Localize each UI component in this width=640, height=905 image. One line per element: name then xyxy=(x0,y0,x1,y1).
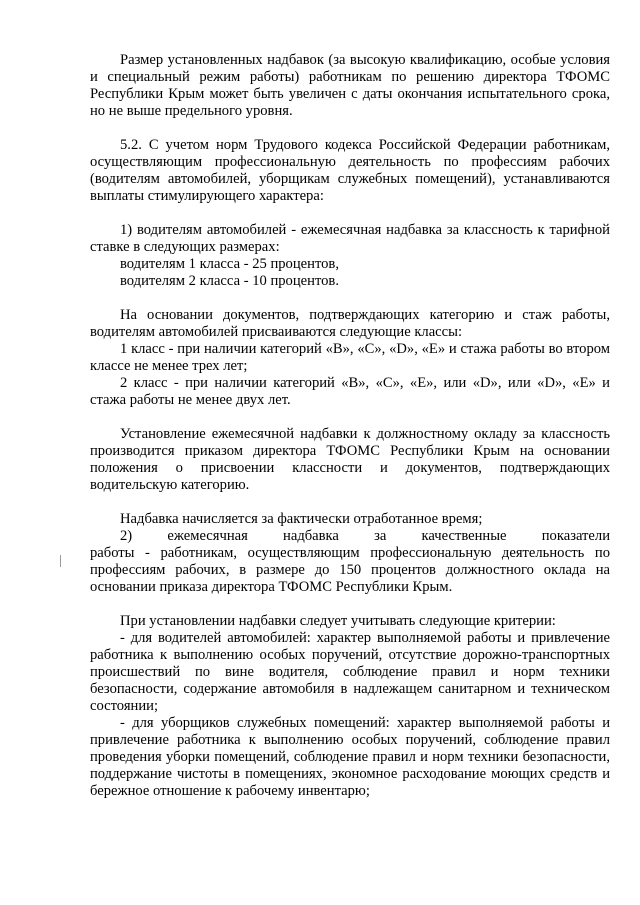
word: надбавка xyxy=(283,528,339,544)
word: качественные xyxy=(421,528,507,544)
paragraph-allowance-order: Установление ежемесячной надбавки к должностному окладу за классность производится приказом директора ТФОМС Республики Крым на основании положения о присвоении классности и документов, подтверждающих водительскую категорию. xyxy=(90,426,610,493)
paragraph-accrual: Надбавка начисляется за фактически отработанное время; xyxy=(120,511,483,527)
paragraph-class-assignment: На основании документов, подтверждающих категорию и стаж работы, водителям автомобилей присваиваются следующие классы: xyxy=(90,307,610,340)
word: ежемесячная xyxy=(167,528,248,544)
word: 2) xyxy=(120,528,133,544)
word: за xyxy=(374,528,387,544)
paragraph-allowance-increase: Размер установленных надбавок (за высокую квалификацию, особые условия и специальный режим работы) работникам по решению директора ТФОМС Республики Крым может быть увеличен с даты окончания испытательного срока, но не выше предельного уровня. xyxy=(90,52,610,119)
criteria-cleaners: - для уборщиков служебных помещений: характер выполняемой работы и привлечение работника к выполнению особых поручений, соблюдение правил проведения уборки помещений, соблюдение правил и норм техники безопасности, поддержание чистоты в помещениях, экономное расходование моющих средств и бережное отношение к рабочему инвентарю; xyxy=(90,715,610,799)
criteria-drivers: - для водителей автомобилей: характер выполняемой работы и привлечение работника к выполнению особых поручений, отсутствие дорожно-транспортных происшествий по вине водителя, соблюдение правил и норм техники безопасности, содержание автомобиля в надлежащем санитарном и техническом состоянии; xyxy=(90,630,610,714)
paragraph-quality-allowance: работы - работникам, осуществляющим профессиональную деятельность по профессиям рабочих, в размере до 150 процентов должностного оклада на основании приказа директора ТФОМС Республики Крым. xyxy=(90,545,610,595)
word: показатели xyxy=(541,528,610,544)
drivers-class-1-rate: водителям 1 класса - 25 процентов, xyxy=(120,256,339,272)
paragraph-criteria: При установлении надбавки следует учитывать следующие критерии: xyxy=(120,613,556,629)
paragraph-drivers-class-allowance: 1) водителям автомобилей - ежемесячная надбавка за классность к тарифной ставке в следующих размерах: xyxy=(90,222,610,255)
margin-mark xyxy=(60,555,61,567)
paragraph-5-2: 5.2. С учетом норм Трудового кодекса Российской Федерации работникам, осуществляющим профессиональную деятельность по профессиям рабочих (водителям автомобилей, уборщикам служебных помещений), устанавливаются выплаты стимулирующего характера: xyxy=(90,137,610,204)
class-2-conditions: 2 класс - при наличии категорий «В», «С», «Е», или «D», или «D», «Е» и стажа работы не менее двух лет. xyxy=(90,375,610,408)
document-page xyxy=(90,52,610,800)
class-1-conditions: 1 класс - при наличии категорий «В», «С», «D», «Е» и стажа работы во втором классе не менее трех лет; xyxy=(90,341,610,374)
quality-allowance-heading xyxy=(90,528,610,545)
drivers-class-2-rate: водителям 2 класса - 10 процентов. xyxy=(120,273,339,289)
